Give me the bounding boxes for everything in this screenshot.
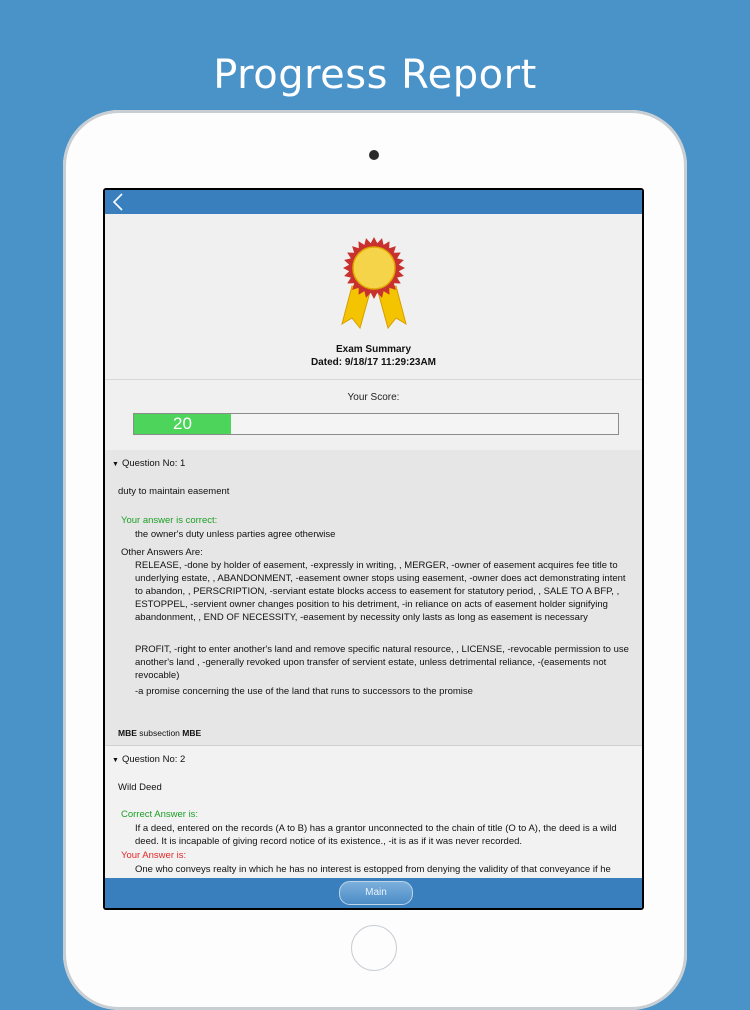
back-chevron-icon[interactable] [111,192,131,212]
other-answer: -a promise concerning the use of the land that runs to successors to the promise [135,686,473,697]
award-ribbon-icon [338,234,410,334]
other-answers-label: Other Answers Are: [121,547,203,558]
question-number: Question No: 2 [121,754,186,765]
question-header[interactable] [112,754,185,765]
other-answer: RELEASE, -done by holder of easement, -expressly in writing, , MERGER, -owner of easement acquires fee title to underlying estate, , ABANDONMENT, -easement owner stops using easement, -owner does act demonstrating intent to abandon, , PERSCRIPTION, -serviant estate blocks access to easement for statutory period, , SALE TO A BFP, , ESTOPPEL, -servient owner changes position to his detriment, -in reliance on acts of easement holder signifying abandonment, , END OF NECESSITY, -easement by necessity only lasts as long as easement is necessary [135,560,626,623]
subsection-word: subsection [139,728,180,738]
ipad-frame [63,110,687,1010]
other-answer: PROFIT, -right to enter another's land and remove specific natural resource, , LICENSE, -revocable permission to use another's land , -generally revoked upon transfer of servient estate, unless detrimental reliance, -(easements not revocable) [135,644,629,681]
score-label: Your Score: [347,392,400,403]
question-item [105,450,642,745]
exam-summary [105,214,642,380]
main-button[interactable]: Main [339,881,413,905]
user-answer: the owner's duty unless parties agree otherwise [135,529,336,540]
question-item [105,745,642,878]
score-progress-bar [133,413,619,435]
report-scroll-area[interactable] [105,214,642,878]
answer-correct-label: Your answer is correct: [121,515,218,526]
home-button[interactable] [351,925,397,971]
camera-dot [369,150,379,160]
question-text: Wild Deed [118,782,162,793]
exam-date: Dated: 9/18/17 11:29:23AM [310,357,437,368]
your-answer-label: Your Answer is: [121,850,187,861]
subsection-value: MBE [182,728,202,738]
bottom-toolbar [105,878,642,908]
score-section [105,380,642,450]
correct-answer: If a deed, entered on the records (A to B) has a grantor unconnected to the chain of title (O to A), the deed is a wild deed. It is incapable of giving record notice of its existence., -it is as if it was never recorded. [135,823,617,847]
disclosure-triangle-icon: ▼ [112,461,119,468]
subsection-prefix: MBE [118,728,137,738]
navigation-bar [105,190,642,214]
app-view [105,190,642,908]
subsection-line [118,728,201,738]
screen [103,188,644,910]
exam-summary-title: Exam Summary [335,344,412,355]
question-number: Question No: 1 [121,458,186,469]
disclosure-triangle-icon: ▼ [112,757,119,764]
question-text: duty to maintain easement [118,486,230,497]
question-header[interactable] [112,458,185,469]
score-value: 20 [173,414,192,433]
correct-answer-label: Correct Answer is: [121,809,199,820]
your-answer: One who conveys realty in which he has no interest is estopped from denying the validity of that conveyance if he [135,864,611,875]
page-headline: Progress Report [213,52,537,98]
